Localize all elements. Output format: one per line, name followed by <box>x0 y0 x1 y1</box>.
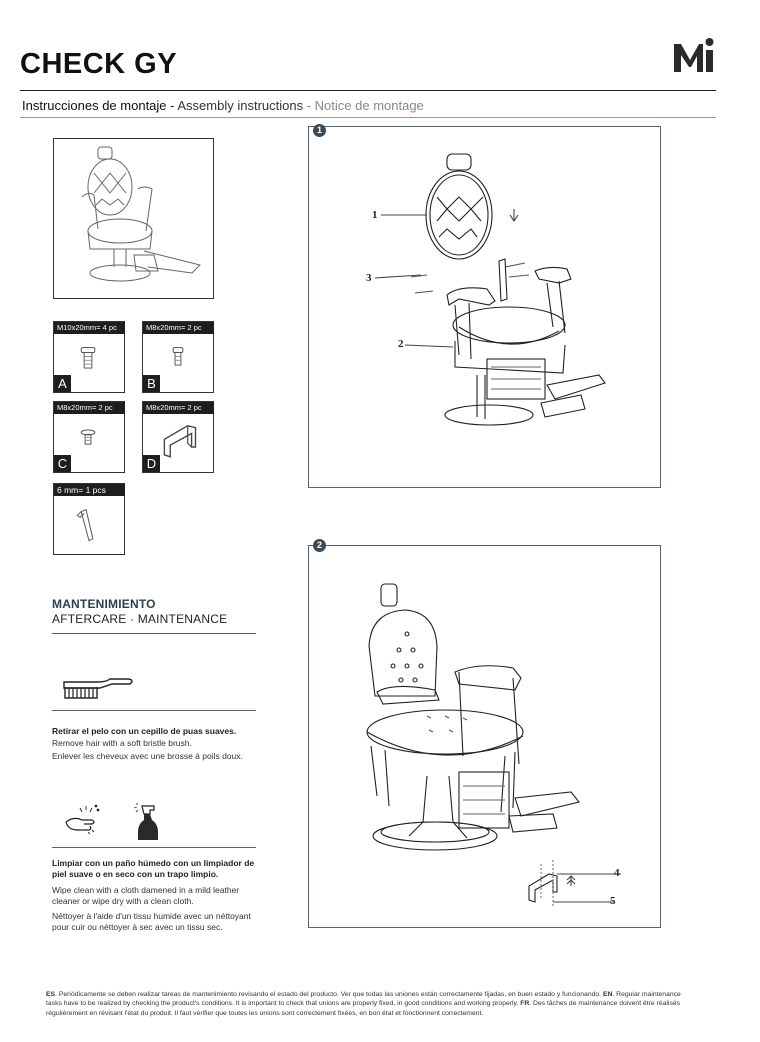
cleaning-instruction-fr: Néttoyer à l'aide d'un tissu humide avec un néttoyant pour cuir ou néttoyer à sec avec un tissu sec. <box>52 911 251 932</box>
subtitle-fr: Notice de montage <box>314 98 424 113</box>
footer-notice <box>46 990 696 1018</box>
allen-key-icon <box>54 496 124 554</box>
footer-fr-text: . Des tâches de maintenance doivent être réalisés régulièrement en révisant l'état du produit. Il faut vérifier que toutes les unions sont correctement fixées, en bon état et fonctionnent correctement. <box>46 1000 681 1017</box>
footer-en-tag: EN <box>602 991 613 998</box>
header-divider <box>20 90 716 91</box>
maintenance-subtitle: AFTERCARE · MAINTENANCE <box>52 612 228 626</box>
part-a-spec: M10x20mm= 4 pc <box>54 322 125 334</box>
cleaning-instruction-es: Limpiar con un paño húmedo con un limpiador de piel suave o en seco con un trapo limpio. <box>52 858 255 879</box>
part-d-card <box>142 401 214 473</box>
subtitle-separator: - <box>303 98 315 113</box>
part-b-spec: M8x20mm= 2 pc <box>143 322 214 334</box>
barber-chair-thumbnail-image <box>54 139 213 298</box>
subtitle-en: Assembly instructions <box>177 98 304 113</box>
cleaning-divider <box>52 847 256 848</box>
part-a-letter: A <box>54 375 71 392</box>
step-2-illustration <box>309 546 660 927</box>
part-b-letter: B <box>143 375 160 392</box>
step-2-callout-5: 5 <box>610 895 616 907</box>
part-key-card <box>53 483 125 555</box>
subtitle-separator: - <box>166 98 178 113</box>
part-d-spec: M8x20mm= 2 pc <box>143 402 214 414</box>
cloth-wipe-icon <box>62 800 104 836</box>
step-2-badge: 2 <box>313 539 326 552</box>
brush-divider <box>52 710 256 711</box>
part-c-spec: M8x20mm= 2 pc <box>54 402 125 414</box>
footer-es-text: . Periódicamente se deben realizar tareas de mantenimiento revisando el estado del producto. Ver que todas las uniones están correctamente fijadas, en buen estado y funcionando. <box>55 991 603 998</box>
document-subtitle <box>22 98 424 113</box>
maintenance-divider <box>52 633 256 634</box>
part-c-letter: C <box>54 455 71 472</box>
brand-logo <box>672 36 716 74</box>
brush-instruction-en: Remove hair with a soft bristle brush. <box>52 738 192 748</box>
product-thumbnail <box>53 138 214 299</box>
part-key-spec: 6 mm= 1 pcs <box>54 484 125 496</box>
footer-en-text: . Regular maintenance tasks have to be realized by checking the product's conditions. It is important to check that unions are properly fixed, in good conditions and working properly. <box>46 991 681 1008</box>
part-c-card <box>53 401 125 473</box>
step-1-callout-2: 2 <box>398 338 404 350</box>
step-1-callout-3: 3 <box>366 272 372 284</box>
brush-instruction-fr: Enlever les cheveux avec une brosse à poils doux. <box>52 751 243 761</box>
step-2-callout-4: 4 <box>614 867 620 879</box>
brush-instruction-es: Retirar el pelo con un cepillo de puas suaves. <box>52 726 237 736</box>
step-1-callout-1: 1 <box>372 209 378 221</box>
part-a-card <box>53 321 125 393</box>
part-b-card <box>142 321 214 393</box>
footer-es-tag: ES <box>46 991 56 998</box>
spray-bottle-icon <box>132 800 164 842</box>
step-1-badge: 1 <box>313 124 326 137</box>
document-title: CHECK GY <box>20 48 178 80</box>
part-d-letter: D <box>143 455 160 472</box>
maintenance-title: MANTENIMIENTO <box>52 597 156 611</box>
footer-fr-tag: FR <box>520 1000 530 1008</box>
subtitle-divider <box>20 117 716 118</box>
step-1-illustration <box>309 127 660 487</box>
brush-icon <box>62 676 134 702</box>
cleaning-instruction-en: Wipe clean with a cloth damened in a mild leather cleaner or wipe dry with a clean cloth. <box>52 885 240 906</box>
subtitle-es: Instrucciones de montaje <box>22 98 167 113</box>
